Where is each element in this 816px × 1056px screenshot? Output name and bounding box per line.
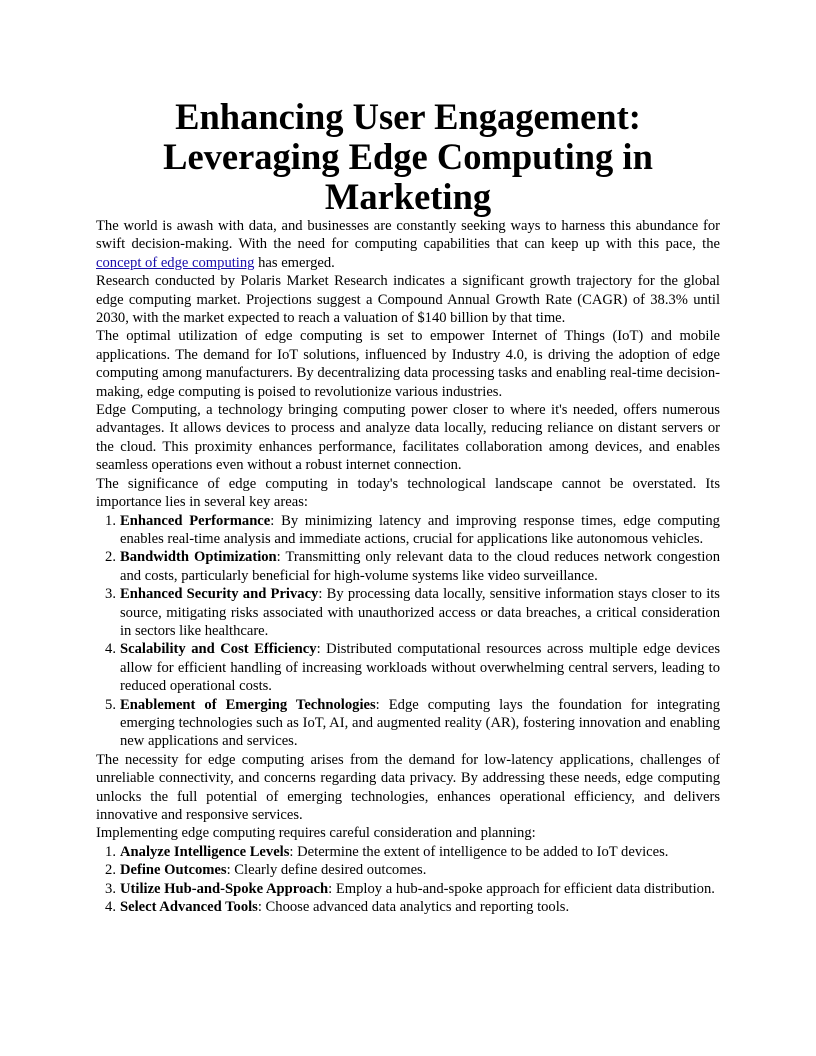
list-term: Scalability and Cost Efficiency <box>120 641 317 658</box>
list-number: 2. <box>105 549 116 566</box>
list-item <box>96 880 720 898</box>
list-item <box>96 843 720 861</box>
list-item <box>96 585 720 640</box>
document-page <box>96 97 720 916</box>
list-item <box>96 640 720 695</box>
paragraph-implementing: Implementing edge computing requires careful consideration and planning: <box>96 825 536 842</box>
list-text: : Clearly define desired outcomes. <box>226 862 427 879</box>
list-item <box>96 898 720 916</box>
list-term: Analyze Intelligence Levels <box>120 843 290 860</box>
intro-text-after-link: has emerged. <box>254 254 335 271</box>
list-term: Define Outcomes <box>120 862 227 879</box>
list-term: Enhanced Performance <box>120 512 271 529</box>
paragraph-market-research: Research conducted by Polaris Market Research indicates a significant growth trajectory for the global edge computing market. Projections suggest a Compound Annual Growth Rate (CAGR) of 38.3% until 2030, with the market expected to reach a valuation of $140 billion by that time. <box>96 273 720 327</box>
benefits-list <box>96 512 720 751</box>
list-text: : Distributed computational resources across multiple edge devices allow for efficient handling of increasing workloads without overwhelming central servers, leading to reduced operational costs. <box>120 641 720 695</box>
intro-paragraph <box>96 217 720 272</box>
list-number: 1. <box>105 843 116 860</box>
paragraph-edge-definition: Edge Computing, a technology bringing computing power closer to where it's needed, offers numerous advantages. It allows devices to process and analyze data locally, reducing reliance on distant servers or the cloud. This proximity enhances performance, facilitates collaboration among devices, and enables seamless operations even without a robust internet connection. <box>96 402 720 474</box>
list-item <box>96 696 720 751</box>
list-text: : Employ a hub-and-spoke approach for efficient data distribution. <box>328 880 715 897</box>
intro-text-before-link: The world is awash with data, and businesses are constantly seeking ways to harness this abundance for swift decision-making. With the need for computing capabilities that can keep up with this pace, the <box>96 218 720 253</box>
list-number: 1. <box>105 512 116 529</box>
list-term: Bandwidth Optimization <box>120 549 277 566</box>
paragraph-iot-utilization: The optimal utilization of edge computing is set to empower Internet of Things (IoT) and mobile applications. The demand for IoT solutions, influenced by Industry 4.0, is driving the adoption of edge computing among manufacturers. By decentralizing data processing tasks and enabling real-time decision-making, edge computing is poised to revolutionize various industries. <box>96 328 720 400</box>
list-item <box>96 512 720 549</box>
list-text: : Transmitting only relevant data to the cloud reduces network congestion and costs, particularly beneficial for high-volume systems like video surveillance. <box>120 549 720 584</box>
list-term: Enablement of Emerging Technologies <box>120 696 376 713</box>
list-number: 2. <box>105 862 116 879</box>
list-number: 3. <box>105 880 116 897</box>
paragraph-significance: The significance of edge computing in today's technological landscape cannot be overstated. Its importance lies in several key areas: <box>96 475 720 511</box>
implementation-list <box>96 843 720 917</box>
list-term: Select Advanced Tools <box>120 899 258 916</box>
edge-computing-link[interactable]: concept of edge computing <box>96 254 255 271</box>
list-text: : Edge computing lays the foundation for integrating emerging technologies such as IoT, AI, and augmented reality (AR), fostering innovation and enabling new applications and services. <box>120 696 720 750</box>
list-term: Enhanced Security and Privacy <box>120 586 319 603</box>
list-text: : Choose advanced data analytics and reporting tools. <box>257 899 570 916</box>
list-text: : Determine the extent of intelligence to be added to IoT devices. <box>289 843 669 860</box>
list-number: 4. <box>105 899 116 916</box>
list-number: 4. <box>105 641 116 658</box>
paragraph-necessity: The necessity for edge computing arises from the demand for low-latency applications, challenges of unreliable connectivity, and concerns regarding data privacy. By addressing these needs, edge computing unlocks the full potential of emerging technologies, enhances operational efficiency, and delivers innovative and responsive services. <box>96 751 720 823</box>
list-item <box>96 548 720 585</box>
list-number: 5. <box>105 696 116 713</box>
page-title: Enhancing User Engagement: Leveraging Edge Computing in Marketing <box>163 96 653 217</box>
list-text: : By processing data locally, sensitive information stays closer to its source, mitigating risks associated with unauthorized access or data breaches, a critical consideration in sectors like healthcare. <box>120 586 720 639</box>
list-item <box>96 861 720 879</box>
list-term: Utilize Hub-and-Spoke Approach <box>120 880 329 897</box>
list-number: 3. <box>105 586 116 603</box>
list-text: : By minimizing latency and improving response times, edge computing enables real-time analysis and immediate actions, crucial for applications like autonomous vehicles. <box>120 512 720 547</box>
